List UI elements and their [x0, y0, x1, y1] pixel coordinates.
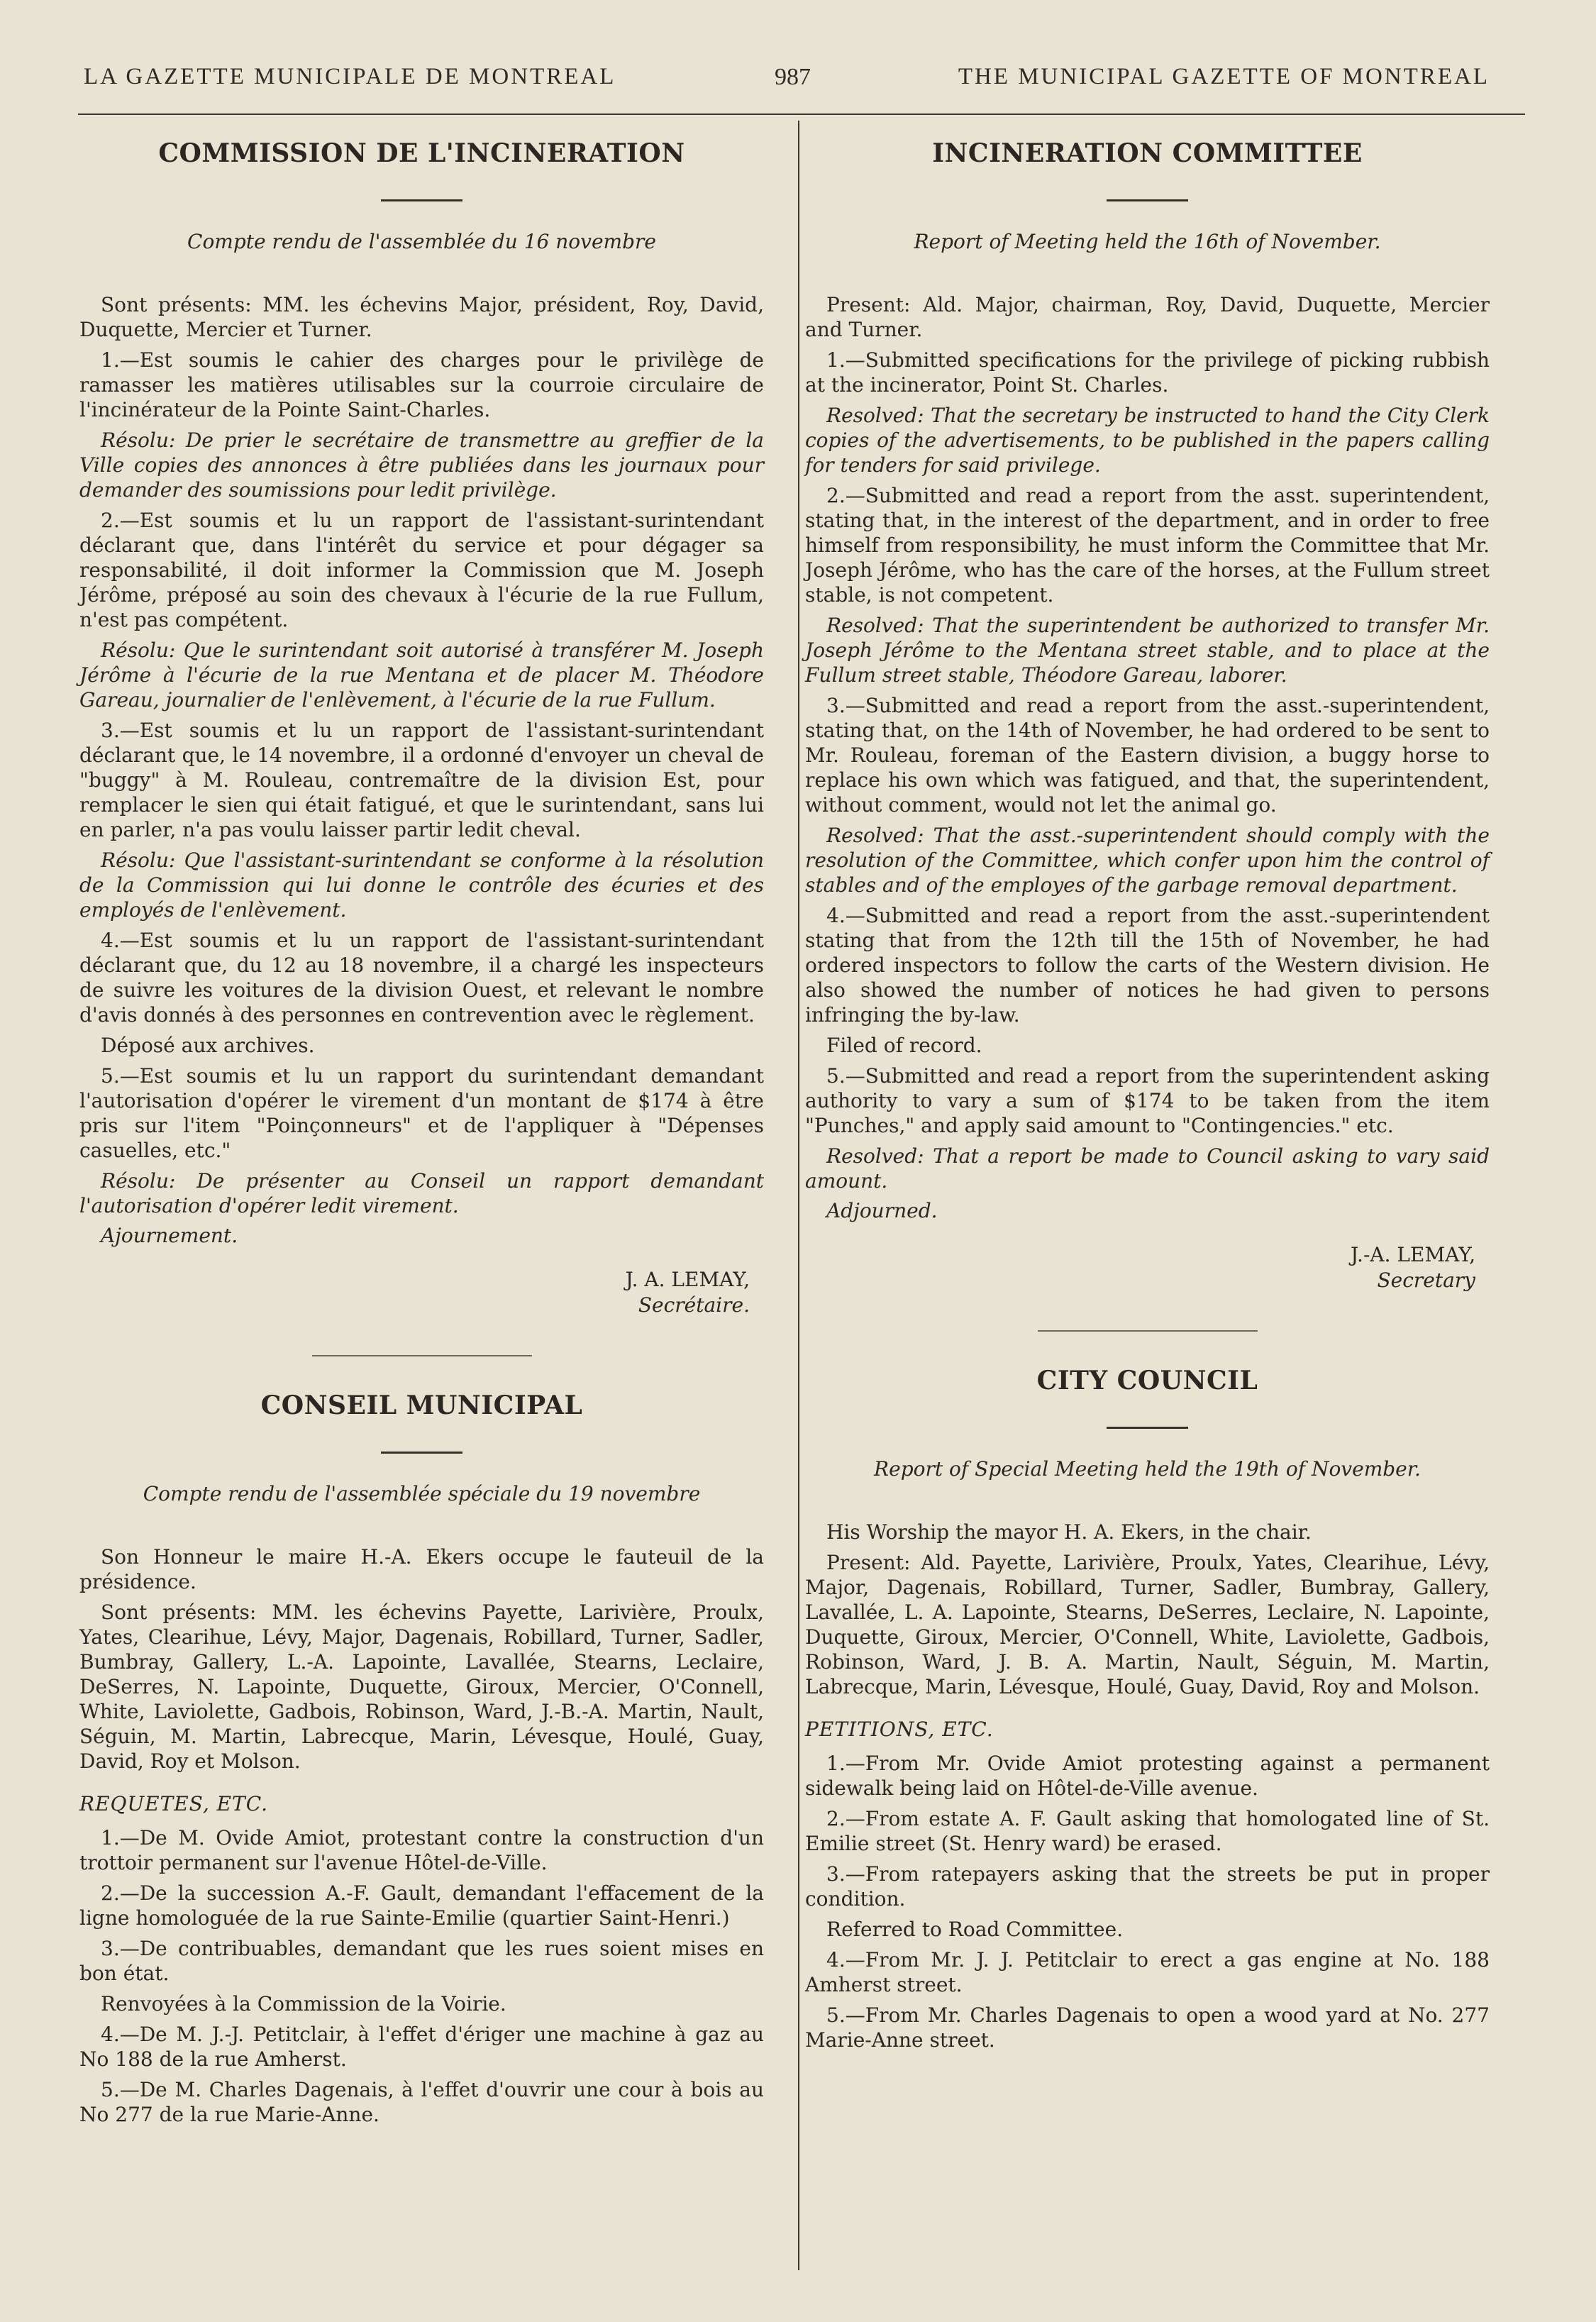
- paragraph: 3.—De contribuables, demandant que les rues soient mises en bon état.: [79, 1937, 764, 1985]
- paragraph: 2.—De la succession A.-F. Gault, demandant l'effacement de la ligne homologuée de la rue Sainte-Emilie (quartier Saint-Henri.): [79, 1881, 764, 1930]
- section-subtitle: Compte rendu de l'assemblée du 16 novembre: [187, 230, 656, 253]
- paragraph: 1.—Est soumis le cahier des charges pour le privilège de ramasser les matières utilisables sur la courroie circulaire de l'incinérateur de la Pointe Saint-Charles.: [79, 348, 764, 421]
- resolution-paragraph: Resolved: That a report be made to Council asking to vary said amount.: [805, 1144, 1490, 1193]
- paragraph: Sont présents: MM. les échevins Major, président, Roy, David, Duquette, Mercier et Turner.: [79, 293, 764, 341]
- paragraph: 5.—De M. Charles Dagenais, à l'effet d'ouvrir une cour à bois au No 277 de la rue Marie-Anne.: [79, 2078, 764, 2126]
- section-subtitle: Report of Special Meeting held the 19th of November.: [874, 1457, 1421, 1481]
- resolution-paragraph: Resolved: That the superintendent be authorized to transfer Mr. Joseph Jérôme to the Mentana street stable, and to place at the Fullum street stable, Théodore Gareau, laborer.: [805, 614, 1490, 687]
- signature-role: Secrétaire.: [638, 1293, 750, 1317]
- paragraph: 2.—Submitted and read a report from the asst. superintendent, stating that, in the interest of the department, and in order to free himself from responsibility, he must inform the Committee that Mr. Joseph Jérôme, who has the care of the horses, at the Fullum street stable, is not competent.: [805, 484, 1490, 607]
- section-title: INCINERATION COMMITTEE: [932, 138, 1363, 168]
- resolution-paragraph: Résolu: De prier le secrétaire de transmettre au greffier de la Ville copies des annonces à être publiées dans les journaux pour demander des soumissions pour ledit privilège.: [79, 429, 764, 502]
- page-number: 987: [775, 64, 811, 90]
- signature: J. A. LEMAY,: [625, 1268, 750, 1291]
- column-divider: [798, 121, 799, 2270]
- resolution-paragraph: Résolu: Que l'assistant-surintendant se conforme à la résolution de la Commission qui lui donne le contrôle des écuries et des employés de l'enlèvement.: [79, 848, 764, 922]
- paragraph: 1.—De M. Ovide Amiot, protestant contre la construction d'un trottoir permanent sur l'avenue Hôtel-de-Ville.: [79, 1826, 764, 1874]
- section-title: CITY COUNCIL: [1036, 1366, 1258, 1395]
- title-rule: [381, 199, 462, 201]
- section-subtitle: Compte rendu de l'assemblée spéciale du 19 novembre: [143, 1482, 701, 1505]
- section-subtitle: Report of Meeting held the 16th of November.: [914, 230, 1381, 253]
- paragraph: 2.—Est soumis et lu un rapport de l'assistant-surintendant déclarant que, dans l'intérêt du service et pour dégager sa responsabilité, il doit informer la Commission que M. Joseph Jérôme, préposé au soin des chevaux à l'écurie de la rue Fullum, n'est pas compétent.: [79, 509, 764, 631]
- paragraph: Present: Ald. Payette, Larivière, Proulx, Yates, Clearihue, Lévy, Major, Dagenais, Robillard, Turner, Sadler, Bumbray, Gallery, Lavallée, L. A. Lapointe, Stearns, DeSerres, Leclaire, N. Lapointe, Duquette, Giroux, Mercier, O'Connell, White, Laviolette, Gadbois, Robinson, Ward, J. B. A. Martin, Nault, Séguin, M. Martin, Labrecque, Marin, Lévesque, Houlé, Guay, David, Roy and Molson.: [805, 1551, 1490, 1698]
- paragraph: 5.—Est soumis et lu un rapport du surintendant demandant l'autorisation d'opérer le virement d'un montant de $174 à être pris sur l'item "Poinçonneurs" et de l'appliquer à "Dépenses casuelles, etc.": [79, 1064, 764, 1162]
- resolution-paragraph: Résolu: Que le surintendant soit autorisé à transférer M. Joseph Jérôme à l'écurie de la rue Mentana et de placer M. Théodore Gareau, journalier de l'enlèvement, à l'écurie de la rue Fullum.: [79, 638, 764, 712]
- paragraph: Sont présents: MM. les échevins Payette, Larivière, Proulx, Yates, Clearihue, Lévy, Major, Dagenais, Robillard, Turner, Sadler, Bumbray, Gallery, L.-A. Lapointe, Lavallée, Stearns, Leclaire, DeSerres, N. Lapointe, Duquette, Giroux, Mercier, O'Connell, White, Laviolette, Gadbois, Robinson, Ward, J.-B.-A. Martin, Nault, Séguin, M. Martin, Labrecque, Marin, Lévesque, Houlé, Guay, David, Roy et Molson.: [79, 1600, 764, 1773]
- section-title: CONSEIL MUNICIPAL: [260, 1391, 583, 1420]
- paragraph: Son Honneur le maire H.-A. Ekers occupe le fauteuil de la présidence.: [79, 1545, 764, 1593]
- paragraph: 5.—From Mr. Charles Dagenais to open a wood yard at No. 277 Marie-Anne street.: [805, 2003, 1490, 2052]
- paragraph: 1.—From Mr. Ovide Amiot protesting against a permanent sidewalk being laid on Hôtel-de-Ville avenue.: [805, 1752, 1490, 1800]
- signature: J.-A. LEMAY,: [1351, 1243, 1475, 1266]
- paragraph: 4.—De M. J.-J. Petitclair, à l'effet d'ériger une machine à gaz au No 188 de la rue Amherst.: [79, 2023, 764, 2071]
- section-title: COMMISSION DE L'INCINERATION: [158, 138, 685, 168]
- adjournment: Adjourned.: [826, 1199, 938, 1222]
- paragraph: 2.—From estate A. F. Gault asking that homologated line of St. Emilie street (St. Henry ward) be erased.: [805, 1807, 1490, 1855]
- resolution-paragraph: Résolu: De présenter au Conseil un rapport demandant l'autorisation d'opérer ledit virement.: [79, 1169, 764, 1217]
- adjournment: Ajournement.: [101, 1224, 238, 1247]
- paragraph: 3.—Submitted and read a report from the asst.-superintendent, stating that, on the 14th of November, he had ordered to be sent to Mr. Rouleau, foreman of the Eastern division, a buggy horse to replace his own which was fatigued, and that, the superintendent, without comment, would not let the animal go.: [805, 694, 1490, 817]
- header-english-title: THE MUNICIPAL GAZETTE OF MONTREAL: [958, 64, 1490, 89]
- french-column: [79, 138, 764, 2133]
- paragraph: His Worship the mayor H. A. Ekers, in the chair.: [826, 1520, 1312, 1544]
- section-separator: [1038, 1330, 1258, 1332]
- subsection-heading: PETITIONS, ETC.: [805, 1718, 994, 1741]
- title-rule: [1107, 199, 1188, 201]
- resolution-paragraph: Resolved: That the asst.-superintendent should comply with the resolution of the Committee, which confer upon him the control of stables and of the employes of the garbage removal department.: [805, 824, 1490, 897]
- english-column: [805, 138, 1490, 2058]
- section-separator: [312, 1355, 532, 1356]
- header-rule: [78, 114, 1525, 115]
- title-rule: [1107, 1427, 1188, 1429]
- header-french-title: LA GAZETTE MUNICIPALE DE MONTREAL: [84, 64, 616, 89]
- subsection-heading: REQUETES, ETC.: [79, 1792, 269, 1815]
- paragraph: 4.—Submitted and read a report from the asst.-superintendent stating that from the 12th till the 15th of November, he had ordered inspectors to follow the carts of the Western division. He also showed the number of notices he had given to persons infringing the by-law.: [805, 904, 1490, 1027]
- paragraph: 3.—Est soumis et lu un rapport de l'assistant-surintendant déclarant que, le 14 novembre, il a ordonné d'envoyer un cheval de "buggy" à M. Rouleau, contremaître de la division Est, pour remplacer le sien qui était fatigué, et que le surintendant, sans lui en parler, n'a pas voulu laisser partir ledit cheval.: [79, 719, 764, 841]
- paragraph: Filed of record.: [826, 1034, 982, 1057]
- signature-role: Secretary: [1377, 1268, 1475, 1292]
- paragraph: 1.—Submitted specifications for the privilege of picking rubbish at the incinerator, Point St. Charles.: [805, 348, 1490, 397]
- paragraph: Present: Ald. Major, chairman, Roy, David, Duquette, Mercier and Turner.: [805, 293, 1490, 341]
- paragraph: Déposé aux archives.: [101, 1034, 315, 1057]
- title-rule: [381, 1452, 462, 1454]
- paragraph: 4.—From Mr. J. J. Petitclair to erect a gas engine at No. 188 Amherst street.: [805, 1948, 1490, 1996]
- resolution-paragraph: Resolved: That the secretary be instructed to hand the City Clerk copies of the advertisements, to be published in the papers calling for tenders for said privilege.: [805, 404, 1490, 477]
- paragraph: Referred to Road Committee.: [826, 1918, 1124, 1941]
- paragraph: 3.—From ratepayers asking that the streets be put in proper condition.: [805, 1862, 1490, 1911]
- paragraph: 4.—Est soumis et lu un rapport de l'assistant-surintendant déclarant que, du 12 au 18 novembre, il a chargé les inspecteurs de suivre les voitures de la division Ouest, et relevant le nombre d'avis donnés à des personnes en contrevention avec le règlement.: [79, 929, 764, 1027]
- paragraph: 5.—Submitted and read a report from the superintendent asking authority to vary a sum of $174 to be taken from the item "Punches," and apply said amount to "Contingencies." etc.: [805, 1064, 1490, 1137]
- paragraph: Renvoyées à la Commission de la Voirie.: [101, 1992, 506, 2016]
